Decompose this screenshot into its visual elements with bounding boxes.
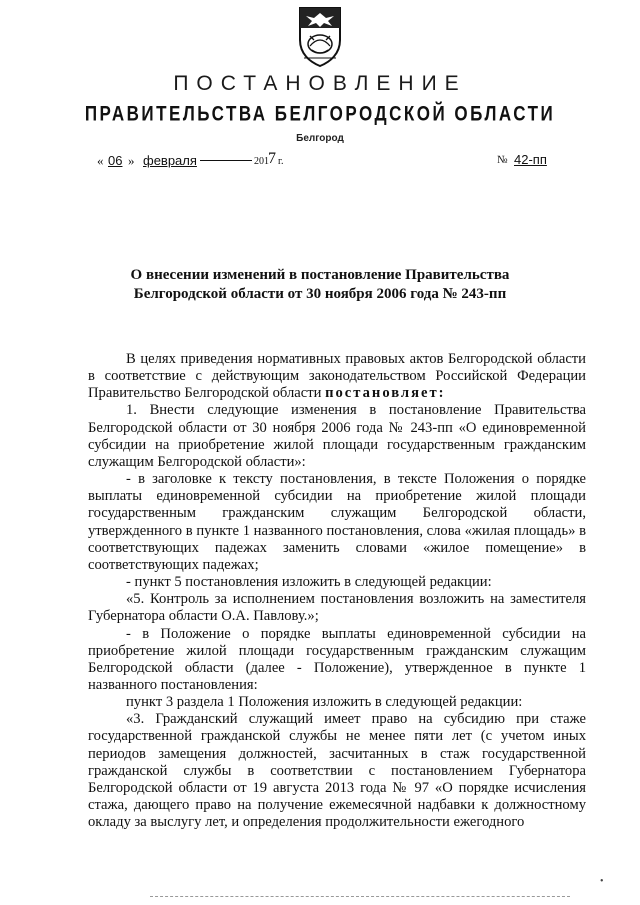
date-year-prefix: 201 <box>254 156 269 167</box>
subject-line-1: О внесении изменений в постановление Правительства <box>130 267 510 283</box>
document-subject <box>80 266 560 304</box>
date-day: 06 <box>108 153 123 168</box>
preamble-text: В целях приведения нормативных правовых актов Белгородской области в соответствие с действующим законодательством Российской Федерации Правительство Белгородской области <box>88 351 586 402</box>
regulation-point-3-intro: пункт 3 раздела 1 Положения изложить в следующей редакции: <box>126 694 523 711</box>
city-label: Белгород <box>296 133 344 144</box>
date-close-quote: » <box>128 153 135 168</box>
date-underline <box>200 160 252 161</box>
date-year-suffix: г. <box>278 156 284 167</box>
coat-of-arms-icon <box>290 6 350 68</box>
regulation-point-3-text: «3. Гражданский служащий имеет право на субсидию при стаже государственной гражданской службы не менее пяти лет (с учетом иных периодов замещения должностей, засчитанных в стаж государственной гражданской службы в соответствии с постановлением Губернатора Белгородской области от 19 августа 2013 года № 97 «О порядке исчисления стажа, дающего право на получение ежемесячной надбавки к должностному окладу за выслугу лет, и определения продолжительности ежегодного <box>88 711 586 831</box>
issuer-title: ПРАВИТЕЛЬСТВА БЕЛГОРОДСКОЙ ОБЛАСТИ <box>84 101 556 126</box>
date-line <box>0 152 640 174</box>
clause-1: 1. Внести следующие изменения в постановление Правительства Белгородской области от 30 ноября 2006 года № 243-пп «О единовременной субсидии на приобретение жилой площади государственным гражданским служащим Белгородской области»: <box>88 402 586 470</box>
scan-edge-line <box>150 896 570 897</box>
clause-1-item-point5: - пункт 5 постановления изложить в следующей редакции: <box>126 574 492 591</box>
document-number: 42-пп <box>514 152 547 167</box>
date-year-digit: 7 <box>268 150 276 167</box>
point-5-text: «5. Контроль за исполнением постановления возложить на заместителя Губернатора области О.А. Павлову.»; <box>88 591 586 625</box>
clause-1-item-title: - в заголовке к тексту постановления, в тексте Положения о порядке выплаты единовременной субсидии на приобретение жилой площади государственным гражданским служащим Белгородской области, утвержденного в пункте 1 названного постановления, слова «жилая площадь» в соответствующих падежах заменить словами «жилое помещение» в соответствующих падежах; <box>88 471 586 573</box>
date-open-quote: « <box>97 153 104 168</box>
resolves-keyword: постановляет: <box>325 385 446 402</box>
preamble-paragraph <box>88 351 586 402</box>
number-label: № <box>497 154 508 166</box>
document-body <box>88 351 586 831</box>
subject-line-2: Белгородской области от 30 ноября 2006 года № 243-пп <box>133 286 507 302</box>
date-month: февраля <box>143 153 197 168</box>
clause-1-item-regulation: - в Положение о порядке выплаты единовременной субсидии на приобретение жилой площади государственным гражданским служащим Белгородской области (далее - Положение), утвержденное в пункте 1 названного постановления: <box>88 625 586 693</box>
document-type-title: ПОСТАНОВЛЕНИЕ <box>173 72 467 95</box>
scan-mark: • <box>600 876 604 887</box>
